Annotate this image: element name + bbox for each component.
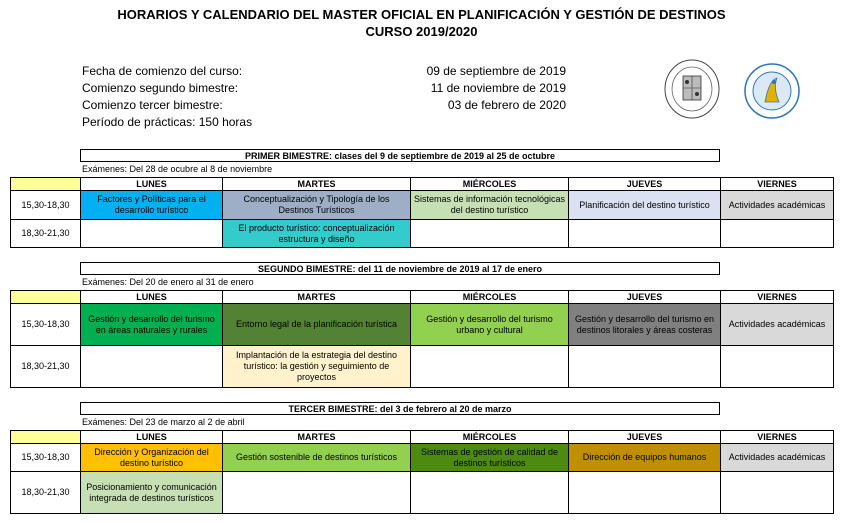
course-cell: Actividades académicas <box>721 444 834 472</box>
table-row <box>11 191 834 220</box>
block1-schedule-table <box>10 177 834 248</box>
course-cell <box>81 346 223 388</box>
day-header: VIERNES <box>721 291 834 304</box>
block3-schedule-table <box>10 430 834 514</box>
course-cell: Dirección de equipos humanos <box>569 444 721 472</box>
university-seal-icon <box>663 58 721 120</box>
course-cell: Actividades académicas <box>721 191 834 220</box>
time-slot: 15,30-18,30 <box>11 304 81 346</box>
course-cell <box>721 220 834 248</box>
course-cell <box>223 472 411 514</box>
page-title: HORARIOS Y CALENDARIO DEL MASTER OFICIAL EN PLANIFICACIÓN Y GESTIÓN DE DESTINOS <box>117 7 726 22</box>
info-value: 11 de noviembre de 2019 <box>430 81 566 95</box>
info-labels <box>82 63 252 131</box>
block3-header: TERCER BIMESTRE: del 3 de febrero al 20 de marzo <box>80 402 720 415</box>
block2-exams: Exámenes: Del 20 de enero al 31 de enero <box>82 277 254 287</box>
info-value: 09 de septiembre de 2019 <box>426 64 566 78</box>
day-header: MARTES <box>223 178 411 191</box>
time-slot: 18,30-21,30 <box>11 472 81 514</box>
day-header: MARTES <box>223 291 411 304</box>
course-cell <box>411 346 569 388</box>
day-header: LUNES <box>81 431 223 444</box>
day-header: LUNES <box>81 178 223 191</box>
block1-header: PRIMER BIMESTRE: clases del 9 de septiembre de 2019 al 25 de octubre <box>80 149 720 162</box>
table-row <box>11 220 834 248</box>
course-year: CURSO 2019/2020 <box>365 24 478 39</box>
day-header: VIERNES <box>721 178 834 191</box>
course-cell <box>569 472 721 514</box>
course-cell: Posicionamiento y comunicación integrada de destinos turísticos <box>81 472 223 514</box>
table-row <box>11 472 834 514</box>
day-header: JUEVES <box>569 291 721 304</box>
course-cell: Gestión y desarrollo del turismo en áreas naturales y rurales <box>81 304 223 346</box>
course-cell: Sistemas de información tecnológicas del destino turístico <box>411 191 569 220</box>
block3-exams: Exámenes: Del 23 de marzo al 2 de abril <box>82 417 245 427</box>
course-cell: Actividades académicas <box>721 304 834 346</box>
time-slot: 18,30-21,30 <box>11 346 81 388</box>
time-slot: 15,30-18,30 <box>11 191 81 220</box>
table-row <box>11 444 834 472</box>
course-cell: Implantación de la estrategia del destino turístico: la gestión y seguimiento de proyectos <box>223 346 411 388</box>
time-slot: 15,30-18,30 <box>11 444 81 472</box>
corner-cell <box>11 291 81 304</box>
block2-schedule-table <box>10 290 834 388</box>
course-cell: Sistemas de gestión de calidad de destinos turísticos <box>411 444 569 472</box>
faculty-logo-icon <box>743 62 801 120</box>
info-label: Fecha de comienzo del curso: <box>82 64 243 78</box>
info-label: Comienzo tercer bimestre: <box>82 98 223 112</box>
course-cell: Gestión sostenible de destinos turísticos <box>223 444 411 472</box>
course-cell: Conceptualización y Tipología de los Destinos Turísticos <box>223 191 411 220</box>
day-header: MIÉRCOLES <box>411 431 569 444</box>
days-row <box>11 431 834 444</box>
course-cell: Factores y Políticas para el desarrollo turístico <box>81 191 223 220</box>
course-cell: Gestión y desarrollo del turismo urbano y cultural <box>411 304 569 346</box>
info-label: Período de prácticas: 150 horas <box>82 115 253 129</box>
day-header: VIERNES <box>721 431 834 444</box>
day-header: MIÉRCOLES <box>411 291 569 304</box>
day-header: MIÉRCOLES <box>411 178 569 191</box>
course-cell <box>569 220 721 248</box>
course-cell <box>411 472 569 514</box>
course-cell: El producto turístico: conceptualización estructura y diseño <box>223 220 411 248</box>
block2-header: SEGUNDO BIMESTRE: del 11 de noviembre de 2019 al 17 de enero <box>80 262 720 275</box>
course-cell: Planificación del destino turístico <box>569 191 721 220</box>
course-cell <box>721 346 834 388</box>
course-cell <box>81 220 223 248</box>
course-cell: Entorno legal de la planificación turística <box>223 304 411 346</box>
block1-exams: Exámenes: Del 28 de ocubre al 8 de noviembre <box>82 164 273 174</box>
info-label: Comienzo segundo bimestre: <box>82 81 239 95</box>
course-cell <box>721 472 834 514</box>
table-row <box>11 304 834 346</box>
day-header: JUEVES <box>569 431 721 444</box>
course-cell <box>411 220 569 248</box>
day-header: MARTES <box>223 431 411 444</box>
course-cell: Dirección y Organización del destino turístico <box>81 444 223 472</box>
info-values <box>380 63 566 114</box>
course-cell <box>569 346 721 388</box>
corner-cell <box>11 178 81 191</box>
days-row <box>11 178 834 191</box>
days-row <box>11 291 834 304</box>
corner-cell <box>11 431 81 444</box>
day-header: LUNES <box>81 291 223 304</box>
day-header: JUEVES <box>569 178 721 191</box>
info-value: 03 de febrero de 2020 <box>447 98 566 112</box>
time-slot: 18,30-21,30 <box>11 220 81 248</box>
table-row <box>11 346 834 388</box>
course-cell: Gestión y desarrollo del turismo en destinos litorales y áreas costeras <box>569 304 721 346</box>
